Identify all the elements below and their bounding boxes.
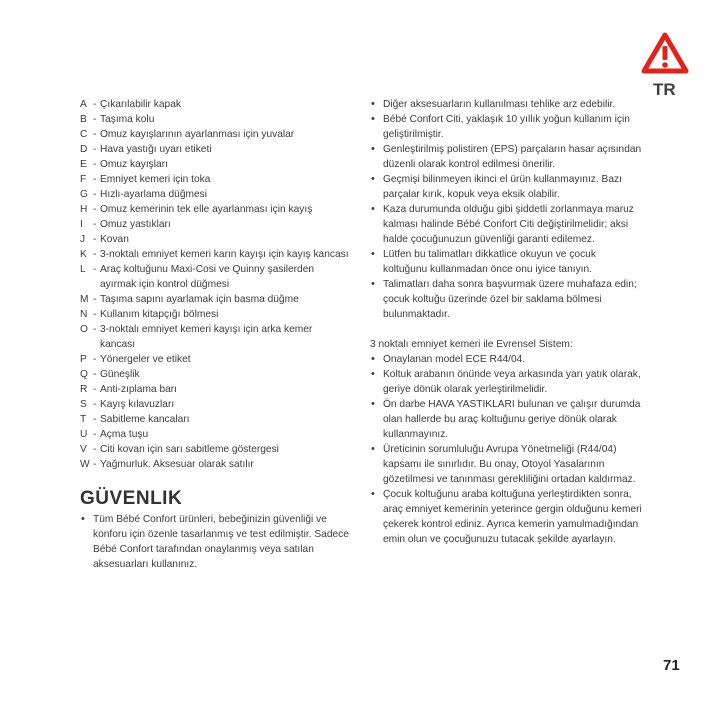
legend-dash: - (93, 294, 97, 305)
legend-key: G (80, 189, 88, 200)
belt-system-heading: 3 noktalı emniyet kemeri ile Evrensel Sistem: (370, 339, 573, 350)
legend-key: N (80, 309, 88, 320)
bullet-item: • Geçmişi bilinmeyen ikinci el ürün kullanmayınız. Bazı parçalar kırık, kopuk veya eksik olabilir. (370, 172, 642, 202)
legend-key: C (80, 129, 88, 140)
bullet-item: • Tüm Bébé Confort ürünleri, bebeğinizin güvenliği ve konforu için özenle tasarlanmış ve test edilmiştir. Sadece Bébé Confort tarafından onaylanmış veya satılan aksesuarları kullanınız. (80, 512, 350, 572)
legend-text: 3-noktalı emniyet kemeri karın kayışı için kayış kancası (100, 249, 349, 260)
warning-triangle-icon (641, 32, 689, 74)
safety-bullets-right (370, 97, 642, 322)
legend-item (80, 367, 350, 382)
legend-item (80, 127, 350, 142)
legend-key: V (80, 444, 87, 455)
legend-dash: - (93, 264, 97, 275)
legend-dash: - (93, 414, 97, 425)
legend-text: Anti-zıplama barı (100, 384, 178, 395)
legend-item (80, 157, 350, 172)
legend-text: Emniyet kemeri için toka (100, 174, 211, 185)
legend-text: Kovan (100, 234, 129, 245)
legend-key: L (80, 264, 86, 275)
legend-dash: - (93, 384, 97, 395)
legend-dash: - (93, 174, 97, 185)
legend-dash: - (93, 444, 97, 455)
legend-text: Omuz kemerinin tek elle ayarlanması için kayış (100, 204, 313, 215)
legend-dash: - (93, 219, 97, 230)
legend-dash: - (93, 129, 97, 140)
legend-text: Çıkarılabilir kapak (100, 99, 181, 110)
legend-key: B (80, 114, 87, 125)
legend-key: E (80, 159, 87, 170)
legend-key: S (80, 399, 87, 410)
legend-text: Hızlı-ayarlama düğmesi (100, 189, 208, 200)
legend-dash: - (93, 114, 97, 125)
legend-text: Sabitleme kancaları (100, 414, 190, 425)
legend-dash: - (93, 309, 97, 320)
legend-item (80, 427, 350, 442)
legend-key: D (80, 144, 88, 155)
bullet-item: • Diğer aksesuarların kullanılması tehlike arz edebilir. (370, 97, 642, 112)
legend-item (80, 232, 350, 247)
legend-text: Citi kovan için sarı sabitleme göstergesi (100, 444, 279, 455)
bullet-item: • Kaza durumunda olduğu gibi şiddetli zorlanmaya maruz kalması halinde Bébé Confort Citi değiştirilmelidir; aksi halde çocuğunuzun güvenliği garanti edilemez. (370, 202, 642, 247)
legend-key: A (80, 99, 87, 110)
legend-text: Omuz kayışları (100, 159, 168, 170)
legend-key: F (80, 174, 87, 185)
legend-key: P (80, 354, 87, 365)
legend-dash: - (93, 234, 97, 245)
legend-text: 3-noktalı emniyet kemeri kayışı için arka kemer kancası (100, 324, 313, 350)
legend-item (80, 217, 350, 232)
page-number: 71 (663, 657, 680, 674)
legend-item (80, 187, 350, 202)
legend-key: W (80, 459, 90, 470)
belt-system-bullets (370, 352, 642, 547)
legend-item (80, 262, 350, 292)
legend-item (80, 442, 350, 457)
legend-text: Araç koltuğunu Maxi-Cosi ve Quinny şasilerden ayırmak için kontrol düğmesi (100, 264, 315, 290)
legend-text: Güneşlik (100, 369, 140, 380)
legend-item (80, 292, 350, 307)
legend-item (80, 397, 350, 412)
legend-item (80, 322, 350, 352)
bullet-item: • Onaylanan model ECE R44/04. (370, 352, 642, 367)
legend-item (80, 247, 350, 262)
bullet-item: • Üreticinin sorumluluğu Avrupa Yönetmeliği (R44/04) kapsamı ile sınırlıdır. Bu onay, Otoyol Yasalarının gözetilmesi ve tanınması gerekliliğini ortadan kaldırmaz. (370, 442, 642, 487)
legend-dash: - (93, 249, 97, 260)
legend-dash: - (93, 459, 97, 470)
legend-text: Açma tuşu (100, 429, 149, 440)
legend-dash: - (93, 324, 97, 335)
right-column (370, 97, 642, 547)
bullet-item: • Koltuk arabanın önünde veya arkasında yarı yatık olarak, geriye dönük olarak yerleştirilmelidir. (370, 367, 642, 397)
legend-dash: - (93, 99, 97, 110)
legend-text: Yönergeler ve etiket (100, 354, 191, 365)
legend-key: K (80, 249, 87, 260)
legend-key: I (80, 219, 83, 230)
bullet-item: • Talimatları daha sonra başvurmak üzere muhafaza edin; çocuk koltuğu üzerinde özel bir saklama bölmesi bulunmaktadır. (370, 277, 642, 322)
bullet-item: • Çocuk koltuğunu araba koltuğuna yerleştirdikten sonra, araç emniyet kemerinin yeterince gergin olduğunu kemeri çekerek kontrol ediniz. Ayrıca kemerin yamulmadığından emin olun ve çocuğunuzu tutacak şekilde ayarlayın. (370, 487, 642, 547)
legend-item (80, 352, 350, 367)
legend-text: Omuz kayışlarının ayarlanması için yuvalar (100, 129, 295, 140)
bullet-item: • Lütfen bu talimatları dikkatlice okuyun ve çocuk koltuğunu kullanmadan önce onu iyice tanıyın. (370, 247, 642, 277)
legend-key: H (80, 204, 88, 215)
legend-dash: - (93, 159, 97, 170)
legend-item (80, 307, 350, 322)
legend-item (80, 172, 350, 187)
section-title: GÜVENLIK (80, 488, 183, 509)
legend-item (80, 412, 350, 427)
legend-text: Kayış kılavuzları (100, 399, 175, 410)
legend-text: Taşıma kolu (100, 114, 155, 125)
legend-dash: - (93, 354, 97, 365)
legend-item (80, 202, 350, 217)
safety-bullets-left (80, 512, 350, 572)
legend-key: O (80, 324, 88, 335)
legend-item (80, 382, 350, 397)
parts-legend (80, 97, 350, 472)
legend-text: Omuz yastıkları (100, 219, 171, 230)
legend-key: Q (80, 369, 88, 380)
bullet-item: • Bébé Confort Citi, yaklaşık 10 yıllık yoğun kullanım için geliştirilmiştir. (370, 112, 642, 142)
legend-key: J (80, 234, 86, 245)
legend-text: Taşıma sapını ayarlamak için basma düğme (100, 294, 299, 305)
legend-dash: - (93, 204, 97, 215)
legend-item (80, 112, 350, 127)
legend-key: M (80, 294, 89, 305)
legend-text: Hava yastığı uyarı etiketi (100, 144, 212, 155)
legend-key: U (80, 429, 88, 440)
legend-item (80, 457, 350, 472)
legend-item (80, 142, 350, 157)
legend-key: T (80, 414, 87, 425)
language-code: TR (653, 80, 676, 99)
bullet-item: • Ön darbe HAVA YASTIKLARI bulunan ve çalışır durumda olan hallerde bu araç koltuğunu geriye dönük olarak kullanmayınız. (370, 397, 642, 442)
legend-text: Kullanım kitapçığı bölmesi (100, 309, 219, 320)
legend-key: R (80, 384, 88, 395)
legend-item (80, 97, 350, 112)
legend-text: Yağmurluk. Aksesuar olarak satılır (100, 459, 254, 470)
legend-dash: - (93, 144, 97, 155)
legend-dash: - (93, 189, 97, 200)
left-column (80, 97, 350, 572)
bullet-item: • Genleştirilmiş polistiren (EPS) parçaların hasar açısından düzenli olarak kontrol edilmesi önerilir. (370, 142, 642, 172)
legend-dash: - (93, 429, 97, 440)
legend-dash: - (93, 399, 97, 410)
legend-dash: - (93, 369, 97, 380)
